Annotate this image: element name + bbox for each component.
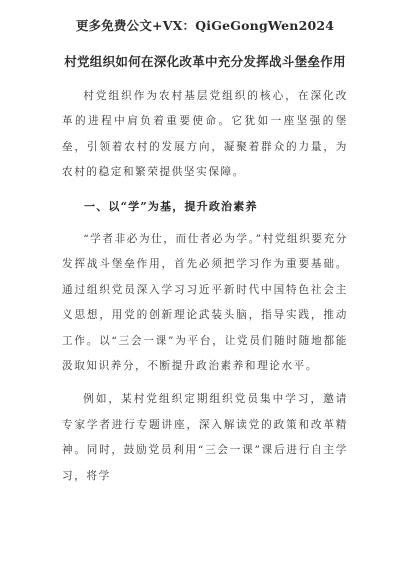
- spacer: [62, 379, 348, 387]
- section-heading: 一、以“学”为基，提升政治素养: [84, 199, 258, 213]
- body-paragraph: 例如，某村党组织定期组织党员集中学习，邀请专家学者进行专题讲座，深入解读党的政策和改革精神。同时，鼓励党员利用“三会一课”课后进行自主学习，将学: [62, 393, 348, 482]
- document-title: 村党组织如何在深化改革中充分发挥战斗堡垒作用: [64, 54, 346, 69]
- promo-banner: 更多免费公文+VX：QiGeGongWen2024: [75, 18, 335, 33]
- spacer: [62, 219, 348, 227]
- spacer: [62, 186, 348, 194]
- body-paragraph: “学者非必为仕，而仕者必为学。”村党组织要充分发挥战斗堡垒作用，首先必须把学习作为重要基础。通过组织党员深入学习习近平新时代中国特色社会主义思想，用党的创新理论武装头脑，指导实践，推动工作。以“三会一课”为平台，让党员们随时随地都能汲取知识养分，不断提升政治素养和理论水平。: [62, 233, 348, 373]
- intro-paragraph: 村党组织作为农村基层党组织的核心，在深化改革的进程中肩负着重要使命。它犹如一座坚强的堡垒，引领着农村的发展方向，凝聚着群众的力量，为农村的稳定和繁荣提供坚实保障。: [62, 90, 348, 179]
